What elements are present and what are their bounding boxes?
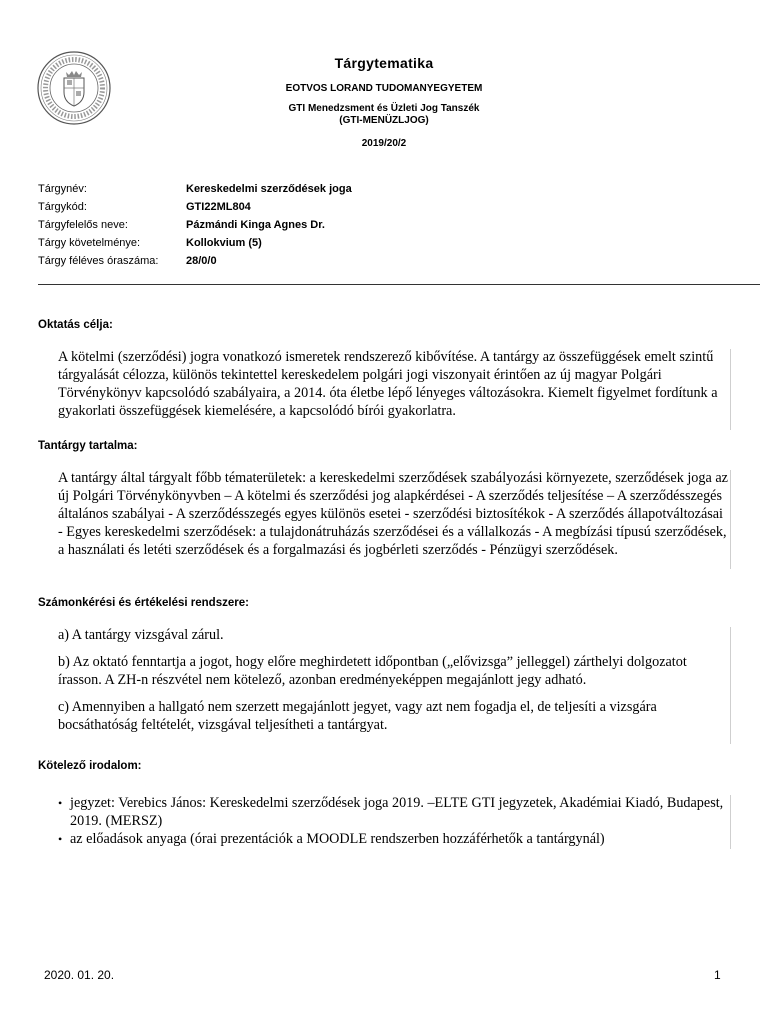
meta-value: 28/0/0 <box>186 255 217 267</box>
literature-item: jegyzet: Verebics János: Kereskedelmi szerződések joga 2019. –ELTE GTI jegyzetek, Akadémiai Kiadó, Budapest, 2019. (MERSZ) <box>70 795 724 829</box>
content-text-box <box>58 470 731 569</box>
list-item <box>58 831 730 849</box>
goal-text-box <box>58 349 731 430</box>
content-text: A tantárgy által tárgyalt főbb tématerületek: a kereskedelmi szerződések szabályozási környezete, szerződések joga az új Polgári Törvénykönyvben – A kötelmi és szerződési jog alapkérdései - A szerződés teljesítése – A szerződésszegés általános szabályai - A szerződésszegés egyes különös esetei - szerződési biztosítékok - A szerződés állapotváltozásai - Egyes kereskedelmi szerződések: a tulajdonátruházás szerződései és a vállalkozás - A megbízási típusú szerződések, a használati és letéti szerződések és a forgalmazási és jogbérleti szerződés - Pénzügyi szerződések. <box>58 470 728 558</box>
meta-value: Kollokvium (5) <box>186 237 262 249</box>
literature-item: az előadások anyaga (órai prezentációk a MOODLE rendszerben hozzáférhetők a tantárgynál) <box>70 830 605 847</box>
department-code: (GTI-MENÜZLJOG) <box>339 115 429 126</box>
goal-heading: Oktatás célja: <box>38 319 113 331</box>
bullet-icon: • <box>58 831 63 846</box>
meta-row <box>38 216 352 234</box>
assessment-box <box>58 627 731 744</box>
meta-row <box>38 234 352 252</box>
university-name: EOTVOS LORAND TUDOMANYEGYETEM <box>285 83 483 94</box>
content-heading: Tantárgy tartalma: <box>38 440 138 452</box>
meta-value: Kereskedelmi szerződések joga <box>186 183 352 195</box>
page-number: 1 <box>714 968 721 982</box>
literature-heading: Kötelező irodalom: <box>38 760 142 772</box>
literature-box <box>58 795 731 849</box>
meta-label: Tárgyfelelős neve: <box>38 219 128 231</box>
footer-date: 2020. 01. 20. <box>44 968 115 982</box>
assessment-item: b) Az oktató fenntartja a jogot, hogy előre meghirdetett időpontban („elővizsga” jelleggel) zárthelyi dolgozatot írasson. A ZH-n részvétel nem kötelező, azonban eredményeképpen megajánlott jegy adható. <box>58 653 687 688</box>
literature-list <box>58 795 730 849</box>
meta-label: Tárgy követelménye: <box>38 237 141 249</box>
meta-row <box>38 198 352 216</box>
assessment-item: a) A tantárgy vizsgával zárul. <box>58 627 224 643</box>
assessment-item: c) Amennyiben a hallgató nem szerzett megajánlott jegyet, vagy azt nem fogadja el, de teljesíti a vizsgára bocsáthatóság feltételét, vizsgával teljesítheti a tantárgyat. <box>58 698 657 733</box>
meta-row <box>38 180 352 198</box>
list-item <box>58 795 730 831</box>
semester: 2019/20/2 <box>361 138 407 149</box>
meta-label: Tárgykód: <box>38 201 87 213</box>
assessment-heading: Számonkérési és értékelési rendszere: <box>38 597 249 609</box>
meta-value: GTI22ML804 <box>186 201 251 213</box>
course-meta-table <box>38 180 352 270</box>
goal-text: A kötelmi (szerződési) jogra vonatkozó ismeretek rendszerező kibővítése. A tantárgy az összefüggések emelt szintű tárgyalását célozza, különös tekintettel kereskedelem polgári jogi viszonyait érintően az új magyar Polgári Törvénykönyv kapcsolódó szabályaira, a 2014. óta életbe lépő lényeges változásokra. Kiemelt figyelmet fordítunk a gyakorlati összefüggések kiemelésére, a kapcsolódó bírói gyakorlatra. <box>58 349 718 419</box>
divider <box>38 284 760 285</box>
meta-label: Tárgynév: <box>38 183 87 195</box>
document-title: Tárgytematika <box>334 55 434 71</box>
meta-value: Pázmándi Kinga Agnes Dr. <box>186 219 325 231</box>
meta-row <box>38 252 352 270</box>
meta-label: Tárgy féléves óraszáma: <box>38 255 159 267</box>
department-name: GTI Menedzsment és Üzleti Jog Tanszék <box>288 103 480 114</box>
bullet-icon: • <box>58 796 63 810</box>
